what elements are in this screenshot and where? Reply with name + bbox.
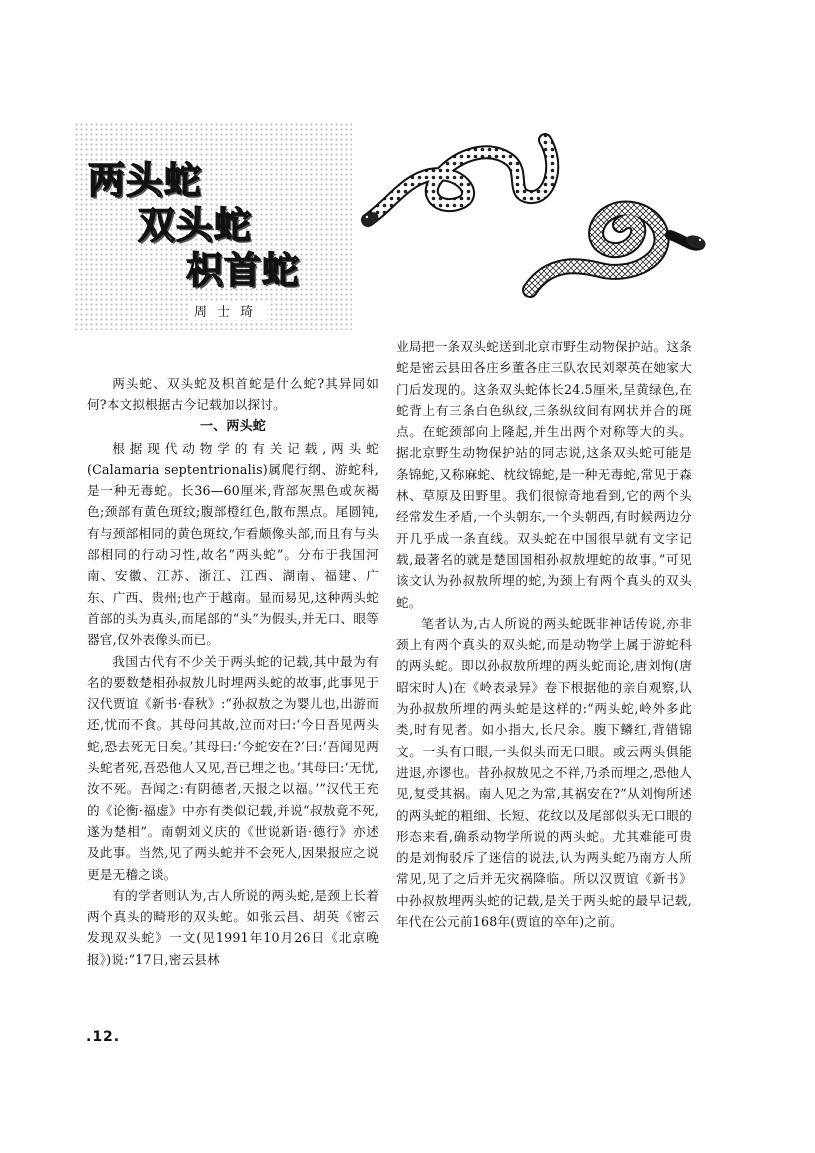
body-paragraph: 笔者认为,古人所说的两头蛇既非神话传说,亦非颈上有两个真头的双头蛇,而是动物学上属于游蛇科的两头蛇。即以孙叔敖所埋的两头蛇而论,唐刘恂(唐昭宋时人)在《岭表录异》卷下根据他的亲自观察,认为孙叔敖所埋的两头蛇是这样的:“两头蛇,岭外多此类,时有见者。如小指大,长尺余。腹下鳞红,背错锦文。一头有口眼,一头似头而无口眼。或云两头俱能进退,亦谬也。昔孙叔敖见之不祥,乃杀而埋之,恐他人见,复受其祸。南人见之为常,其祸安在?”从刘恂所述的两头蛇的粗细、长短、花纹以及尾部似头无口眼的形态来看,确系动物学所说的两头蛇。尤其难能可贵的是刘恂驳斥了迷信的说法,认为两头蛇乃南方人所常见,见了之后并无灾祸降临。所以汉贾谊《新书》中孙叔敖埋两头蛇的记载,是关于两头蛇的最早记载,年代在公元前168年(贾谊的卒年)之前。 — [396, 615, 692, 930]
body-paragraph-continued: 业局把一条双头蛇送到北京市野生动物保护站。这条蛇是密云县田各庄乡董各庄三队农民刘翠英在她家大门后发现的。这条双头蛇体长24.5厘米,呈黄绿色,在蛇背上有三条白色纵纹,三条纵纹间有网状并合的斑点。在蛇颈部向上隆起,并生出两个对称等大的头。据北京野生动物保护站的同志说,这条双头蛇可能是条锦蛇,又称麻蛇、枕纹锦蛇,是一种无毒蛇,常见于森林、草原及田野里。我们很惊奇地看到,它的两个头经常发生矛盾,一个头朝东,一个头朝西,有时候两边分开几乎成一条直线。双头蛇在中国很早就有文字记载,最著名的就是楚国国相孙叔敖埋蛇的故事。”可见该文认为孙叔敖所埋的蛇,为颈上有两个真头的双头蛇。 — [396, 339, 692, 610]
author-name: 周士琦 — [190, 301, 267, 320]
body-paragraph: 根据现代动物学的有关记载,两头蛇(Calamaria septentrionalis)属爬行纲、游蛇科,是一种无毒蛇。长36—60厘米,背部灰黑色或灰褐色;颈部有黄色斑纹;腹部橙红色,散布黑点。尾圆钝,有与颈部相同的黄色斑纹,乍看颇像头部,而且有与头部相同的行动习性,故名“两头蛇”。分布于我国河南、安徽、江苏、浙江、江西、湖南、福建、广东、广西、贵州;也产于越南。显而易见,这种两头蛇首部的头为真头,而尾部的“头”为假头,并无口、眼等器官,仅外表像头而已。 — [87, 440, 379, 648]
body-paragraph: 我国古代有不少关于两头蛇的记载,其中最为有名的要数楚相孙叔敖儿时埋两头蛇的故事,此事见于汉代贾谊《新书·春秋》:“孙叔敖之为婴儿也,出游而还,忧而不食。其母问其故,泣而对曰:‘今日吾见两头蛇,恐去死无日矣。’其母曰:‘今蛇安在?’曰:‘吾闻见两头蛇者死,吾恐他人又见,吾已埋之也。’其母曰:‘无忧,汝不死。吾闻之:有阴德者,天报之以福。’”汉代王充的《论衡·福虚》中亦有类似记载,并说“叔敖竟不死,遂为楚相”。南朝刘义庆的《世说新语·德行》亦述及此事。当然,见了两头蛇并不会死人,因果报应之说更是无稽之谈。 — [87, 653, 379, 882]
left-text-column — [87, 373, 379, 970]
intro-paragraph: 两头蛇、双头蛇及枳首蛇是什么蛇?其异同如何?本文拟根据古今记载加以探讨。 — [87, 376, 379, 413]
page-title-line-1: 两头蛇 — [88, 159, 202, 202]
body-paragraph: 有的学者则认为,古人所说的两头蛇,是颈上长着两个真头的畸形的双头蛇。如张云昌、胡英《密云发现双头蛇》一文(见1991年10月26日《北京晚报》)说:“17日,密云县林 — [87, 887, 379, 967]
snake-illustration-lower — [520, 190, 710, 300]
section-heading: 一、两头蛇 — [199, 418, 266, 434]
right-text-column — [396, 336, 692, 932]
page-title-line-3: 枳首蛇 — [186, 249, 300, 292]
page-title-line-2: 双头蛇 — [138, 204, 252, 247]
page-number: .12. — [86, 1029, 121, 1045]
